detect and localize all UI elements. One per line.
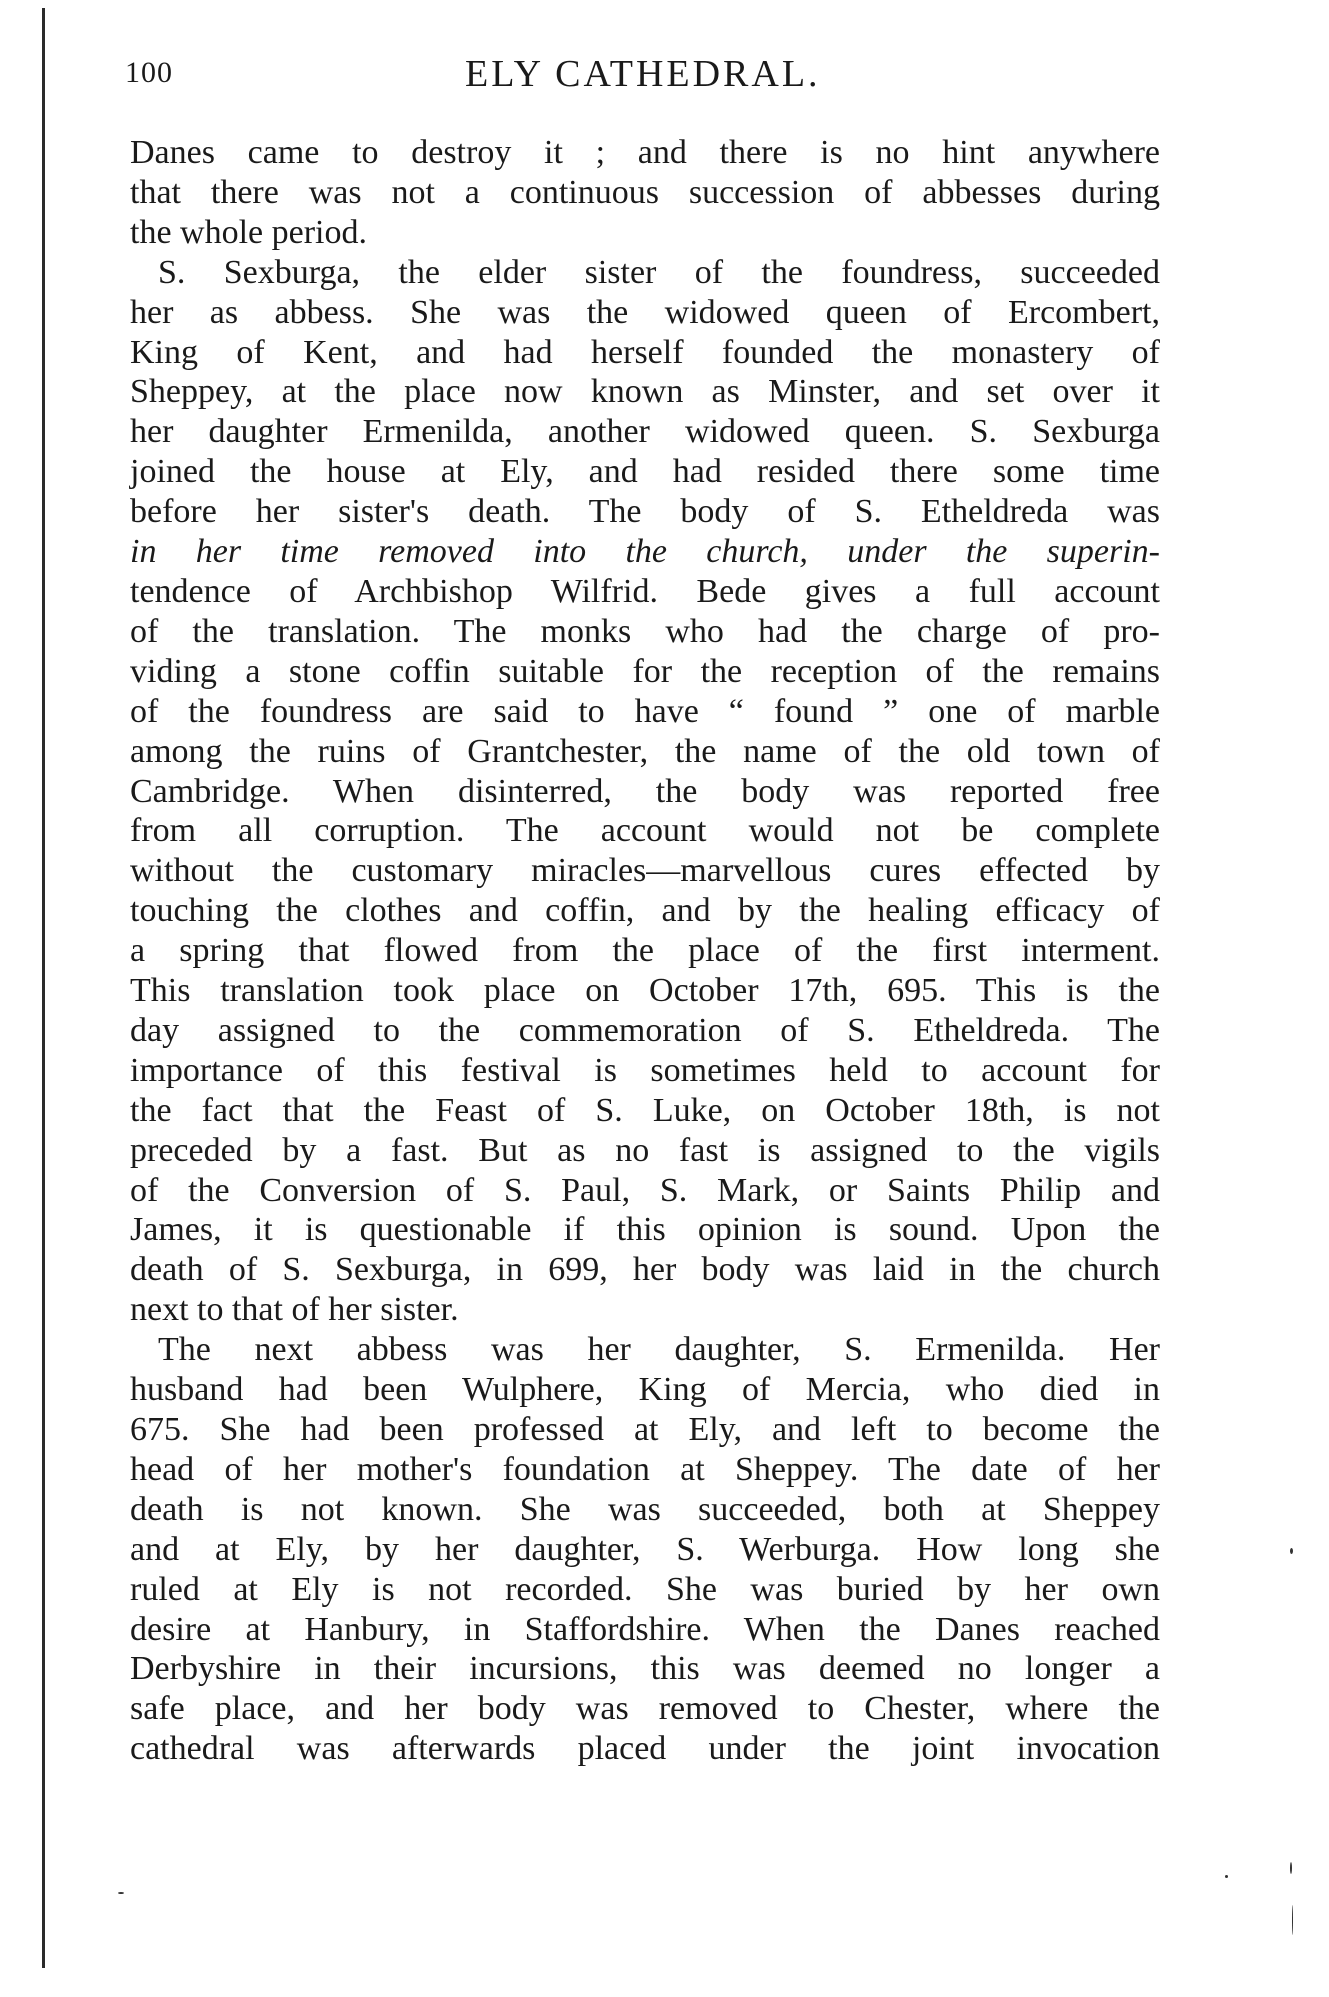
text-line: safe place, and her body was removed to Chester, where the	[130, 1690, 1160, 1728]
text-line: and at Ely, by her daughter, S. Werburga. How long she	[130, 1530, 1160, 1568]
text-line: before her sister's death. The body of S. Etheldreda was	[130, 493, 1160, 531]
text-line: James, it is questionable if this opinion is sound. Upon the	[130, 1211, 1160, 1249]
text-line: This translation took place on October 17th, 695. This is the	[130, 972, 1160, 1010]
text-line: her as abbess. She was the widowed queen of Ercombert,	[130, 293, 1160, 331]
text-line: Danes came to destroy it ; and there is no hint anywhere	[130, 134, 1160, 171]
print-speck	[1225, 1875, 1228, 1878]
text-line: S. Sexburga, the elder sister of the foundress, succeeded	[158, 253, 1160, 291]
text-line: preceded by a fast. But as no fast is assigned to the vigils	[130, 1131, 1160, 1169]
print-speck	[1290, 1548, 1293, 1554]
paragraph-3	[130, 1330, 1160, 1769]
paragraph-1	[130, 133, 1160, 253]
text-line: Cambridge. When disinterred, the body was reported free	[130, 772, 1160, 810]
text-line: death of S. Sexburga, in 699, her body was laid in the church	[130, 1251, 1160, 1289]
text-line: that there was not a continuous succession of abbesses during	[130, 173, 1160, 211]
text-line: The next abbess was her daughter, S. Ermenilda. Her	[158, 1331, 1160, 1369]
text-line: husband had been Wulphere, King of Mercia, who died in	[130, 1371, 1160, 1409]
text-line: next to that of her sister.	[130, 1291, 459, 1329]
text-line: of the foundress are said to have “ found ” one of marble	[130, 692, 1160, 730]
text-line: Sheppey, at the place now known as Minster, and set over it	[130, 373, 1160, 411]
print-speck	[118, 1892, 124, 1894]
text-line: importance of this festival is sometimes held to account for	[130, 1051, 1160, 1089]
text-line: joined the house at Ely, and had resided there some time	[130, 453, 1160, 491]
running-title: ELY CATHEDRAL.	[465, 53, 821, 95]
text-line: day assigned to the commemoration of S. Etheldreda. The	[130, 1011, 1160, 1049]
page-number: 100	[125, 56, 173, 89]
text-line: head of her mother's foundation at Sheppey. The date of her	[130, 1450, 1160, 1488]
binding-edge-line	[42, 8, 45, 1968]
text-line: viding a stone coffin suitable for the reception of the remains	[130, 652, 1160, 690]
text-line: cathedral was afterwards placed under the joint invocation	[130, 1730, 1160, 1768]
text-line: 675. She had been professed at Ely, and left to become the	[130, 1411, 1160, 1448]
text-line: the whole period.	[130, 213, 367, 251]
text-line: desire at Hanbury, in Staffordshire. When the Danes reached	[130, 1610, 1160, 1648]
text-line: tendence of Archbishop Wilfrid. Bede gives a full account	[130, 572, 1160, 610]
text-line: death is not known. She was succeeded, both at Sheppey	[130, 1490, 1160, 1528]
text-line: ruled at Ely is not recorded. She was buried by her own	[130, 1570, 1160, 1608]
text-line: among the ruins of Grantchester, the name of the old town of	[130, 732, 1160, 770]
text-line: of the translation. The monks who had the charge of pro-	[130, 612, 1160, 650]
print-speck	[1290, 1862, 1292, 1874]
body-text	[130, 133, 1160, 1769]
text-line: King of Kent, and had herself founded the monastery of	[130, 333, 1160, 371]
text-line: of the Conversion of S. Paul, S. Mark, or Saints Philip and	[130, 1171, 1160, 1209]
text-line: without the customary miracles—marvellous cures effected by	[130, 852, 1160, 890]
text-line: the fact that the Feast of S. Luke, on October 18th, is not	[130, 1091, 1160, 1129]
paragraph-2	[130, 253, 1160, 1330]
running-head	[125, 52, 1165, 102]
text-line: touching the clothes and coffin, and by the healing efficacy of	[130, 892, 1160, 930]
text-line: from all corruption. The account would not be complete	[130, 812, 1160, 850]
text-line: in her time removed into the church, under the superin-	[130, 533, 1160, 571]
text-line: Derbyshire in their incursions, this was deemed no longer a	[130, 1650, 1160, 1688]
text-line: her daughter Ermenilda, another widowed queen. S. Sexburga	[130, 413, 1160, 451]
print-speck	[1292, 1905, 1293, 1935]
text-line: a spring that flowed from the place of the first interment.	[130, 932, 1160, 970]
